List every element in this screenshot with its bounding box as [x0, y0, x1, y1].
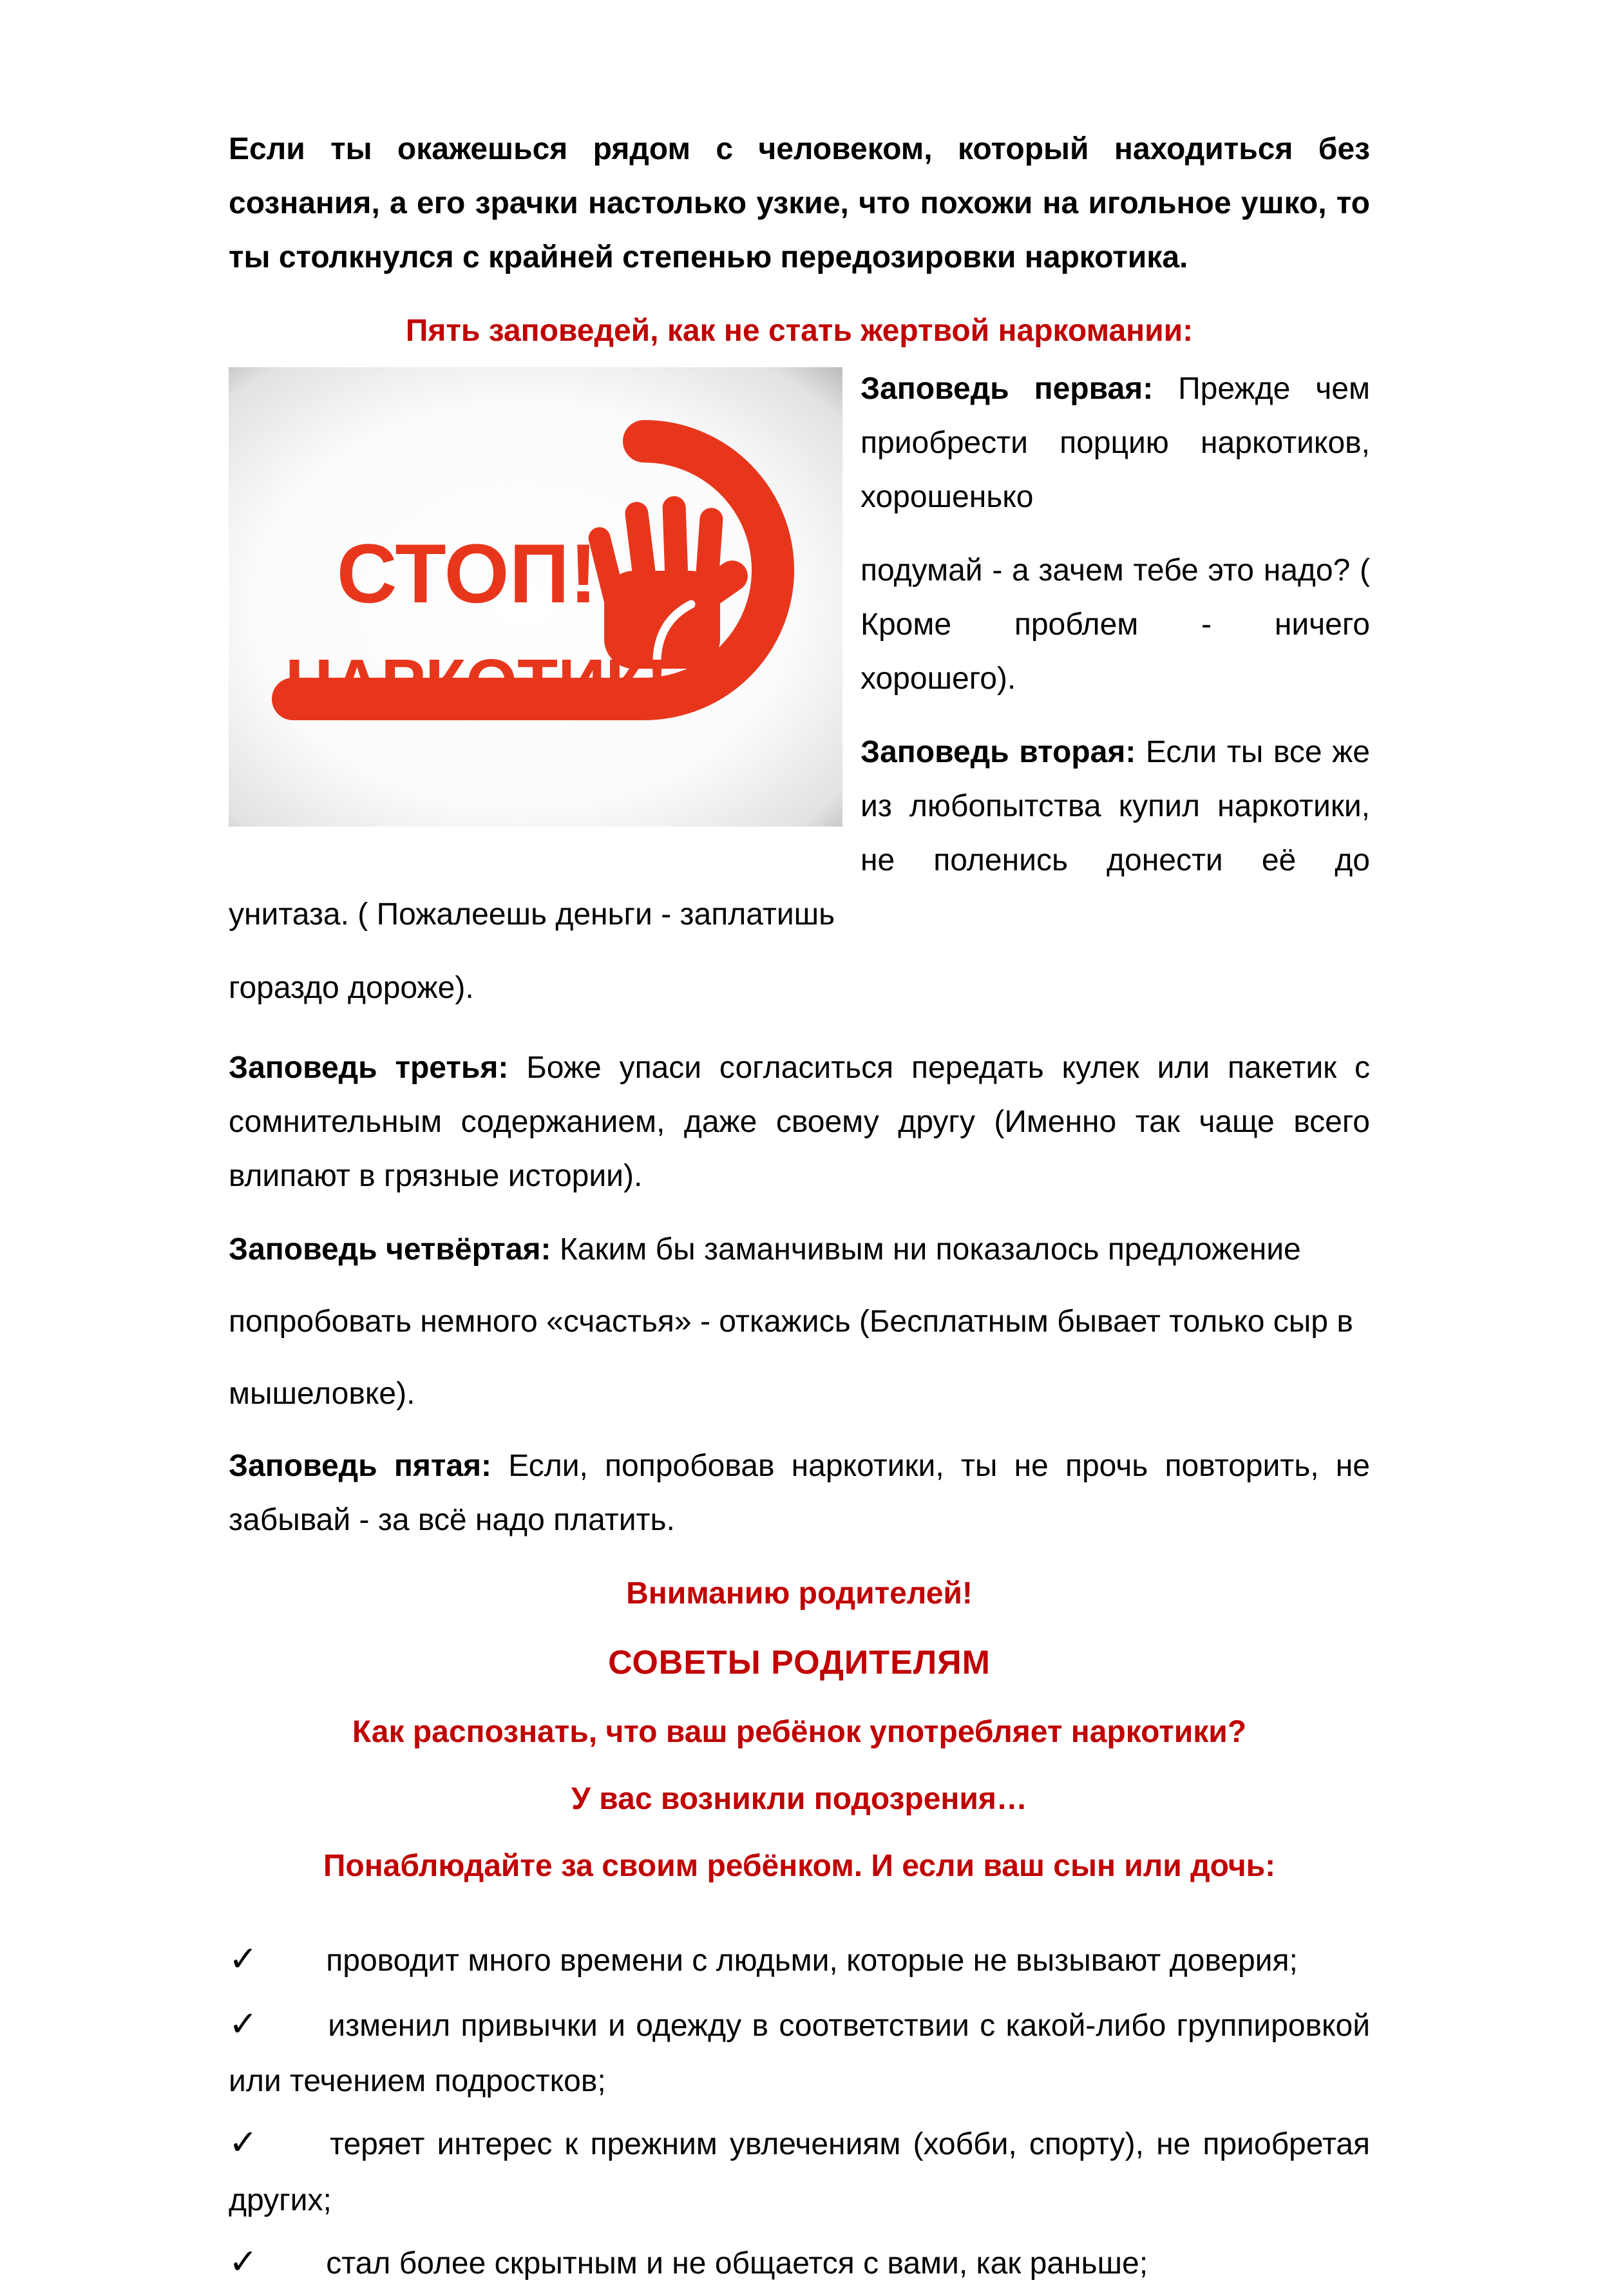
commandment-2-text: Если ты все же из любопытства купил наркотики, не поленись донести её до унитаза. ( Пожалеешь деньги - заплатишь [229, 735, 1370, 932]
commandment-2-continuation: гораздо дороже). [229, 971, 474, 1005]
stop-drugs-illustration [229, 367, 842, 827]
heading-advice-for-parents: СОВЕТЫ РОДИТЕЛЯМ [608, 1644, 991, 1681]
commandment-1-label: Заповедь первая: [861, 372, 1154, 406]
heading-five-commandments: Пять заповедей, как не стать жертвой наркомании: [405, 314, 1194, 348]
commandment-1-continuation: подумай - а зачем тебе это надо? ( Кроме проблем - ничего хорошего). [861, 553, 1370, 696]
commandment-5-paragraph [229, 1439, 1370, 1547]
checklist-item-2 [229, 1994, 1370, 2109]
checklist-item-3-text: теряет интерес к прежним увлечениям (хобби, спорту), не приобретая других; [229, 2127, 1370, 2217]
commandment-3-text: Боже упаси согласиться передать кулек или пакетик с сомнительным содержанием, даже своему другу (Именно так чаще всего влипают в грязные истории). [229, 1051, 1371, 1193]
checklist-item-4-text: стал более скрытным и не общается с вами, как раньше; [326, 2246, 1148, 2281]
commandment-1-text: Прежде чем приобрести порцию наркотиков, хорошенько [861, 372, 1370, 514]
commandment-5-label: Заповедь пятая: [229, 1449, 492, 1483]
checklist-item-4 [229, 2232, 1370, 2293]
intro-paragraph: Если ты окажешься рядом с человеком, который находиться без сознания, а его зрачки настолько узкие, что похожи на игольное ушко, то ты столкнулся с крайней степенью передозировки наркотика. [229, 132, 1370, 274]
checklist-item-3 [229, 2112, 1370, 2228]
commandment-4-paragraph [229, 1223, 1370, 1277]
checklist-item-2-text: изменил привычки и одежду в соответствии с какой-либо группировкой или течением подростков; [229, 2008, 1370, 2098]
commandment-2-label: Заповедь вторая: [861, 735, 1136, 769]
commandments-section [229, 362, 1370, 942]
poster-stop-text: СТОП! [336, 526, 598, 620]
check-mark-icon: ✓ [229, 2242, 258, 2281]
commandment-4-line2: попробовать немного «счастья» - откажись (Бесплатным бывает только сыр в [229, 1305, 1353, 1339]
heading-suspicions: У вас возникли подозрения… [571, 1782, 1027, 1816]
heading-how-to-recognize: Как распознать, что ваш ребёнок употребляет наркотики? [352, 1715, 1247, 1749]
commandment-3-label: Заповедь третья: [229, 1051, 509, 1085]
commandment-5-text: Если, попробовав наркотики, ты не прочь повторить, не забывай - за всё надо платить. [229, 1449, 1370, 1537]
checklist-item-1 [229, 1929, 1370, 1990]
document-content [229, 122, 1370, 2296]
commandment-4-label: Заповедь четвёртая: [229, 1232, 551, 1267]
check-mark-icon: ✓ [229, 1940, 258, 1978]
checklist-item-1-text: проводит много времени с людьми, которые не вызывают доверия; [326, 1944, 1298, 1978]
heading-observe-child: Понаблюдайте за своим ребёнком. И если ваш сын или дочь: [323, 1849, 1276, 1883]
poster-narkotik-text: НАРКОТИК! [285, 646, 669, 720]
check-mark-icon: ✓ [229, 2123, 262, 2162]
commandment-4-text: Каким бы заманчивым ни показалось предложение [551, 1232, 1301, 1267]
stop-drugs-poster-image [229, 367, 842, 827]
check-mark-icon: ✓ [229, 2004, 260, 2043]
commandment-3-paragraph [229, 1041, 1370, 1203]
commandment-4-line3: мышеловке). [229, 1377, 415, 1411]
heading-attention-parents: Вниманию родителей! [626, 1576, 973, 1611]
